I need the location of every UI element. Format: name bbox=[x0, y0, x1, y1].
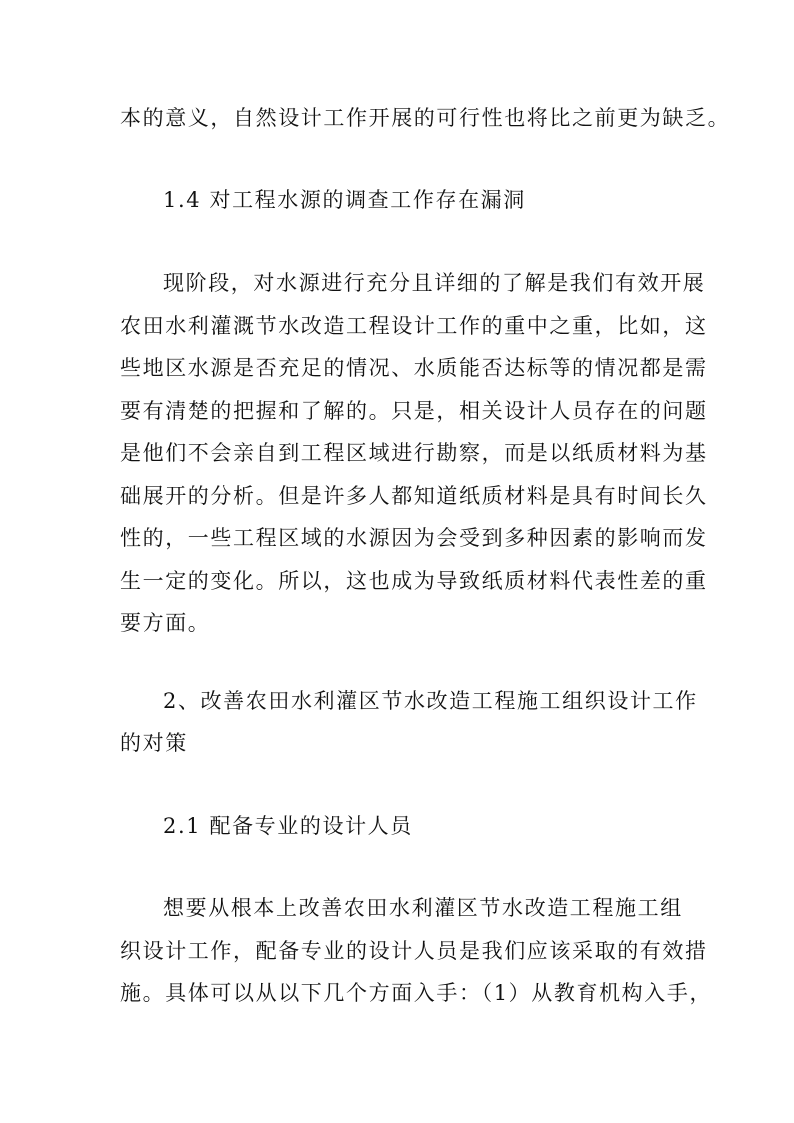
paragraph-line: 础展开的分析。但是许多人都知道纸质材料是具有时间长久 bbox=[120, 484, 708, 508]
section-heading-1-4: 1.4 对工程水源的调查工作存在漏洞 bbox=[163, 188, 526, 212]
paragraph-line: 性的，一些工程区域的水源因为会受到多种因素的影响而发 bbox=[120, 526, 708, 550]
paragraph-line: 织设计工作，配备专业的设计人员是我们应该采取的有效措 bbox=[120, 939, 708, 963]
paragraph-line: 本的意义，自然设计工作开展的可行性也将比之前更为缺乏。 bbox=[120, 106, 731, 130]
paragraph-line: 生一定的变化。所以，这也成为导致纸质材料代表性差的重 bbox=[120, 569, 708, 593]
section-heading-2-continuation: 的对策 bbox=[120, 731, 188, 755]
paragraph-line: 要有清楚的把握和了解的。只是，相关设计人员存在的问题 bbox=[120, 399, 708, 423]
section-heading-2: 2、改善农田水利灌区节水改造工程施工组织设计工作 bbox=[163, 689, 698, 713]
paragraph-line: 农田水利灌溉节水改造工程设计工作的重中之重，比如，这 bbox=[120, 314, 708, 338]
paragraph-line: 要方面。 bbox=[120, 611, 211, 635]
paragraph-line: 想要从根本上改善农田水利灌区节水改造工程施工组 bbox=[163, 896, 683, 920]
paragraph-line: 些地区水源是否充足的情况、水质能否达标等的情况都是需 bbox=[120, 356, 708, 380]
paragraph-line: 是他们不会亲自到工程区域进行勘察，而是以纸质材料为基 bbox=[120, 441, 708, 465]
paragraph-line: 现阶段，对水源进行充分且详细的了解是我们有效开展 bbox=[163, 271, 706, 295]
paragraph-line: 施。具体可以从以下几个方面入手：（1）从教育机构入手， bbox=[120, 981, 713, 1005]
section-heading-2-1: 2.1 配备专业的设计人员 bbox=[163, 814, 413, 838]
